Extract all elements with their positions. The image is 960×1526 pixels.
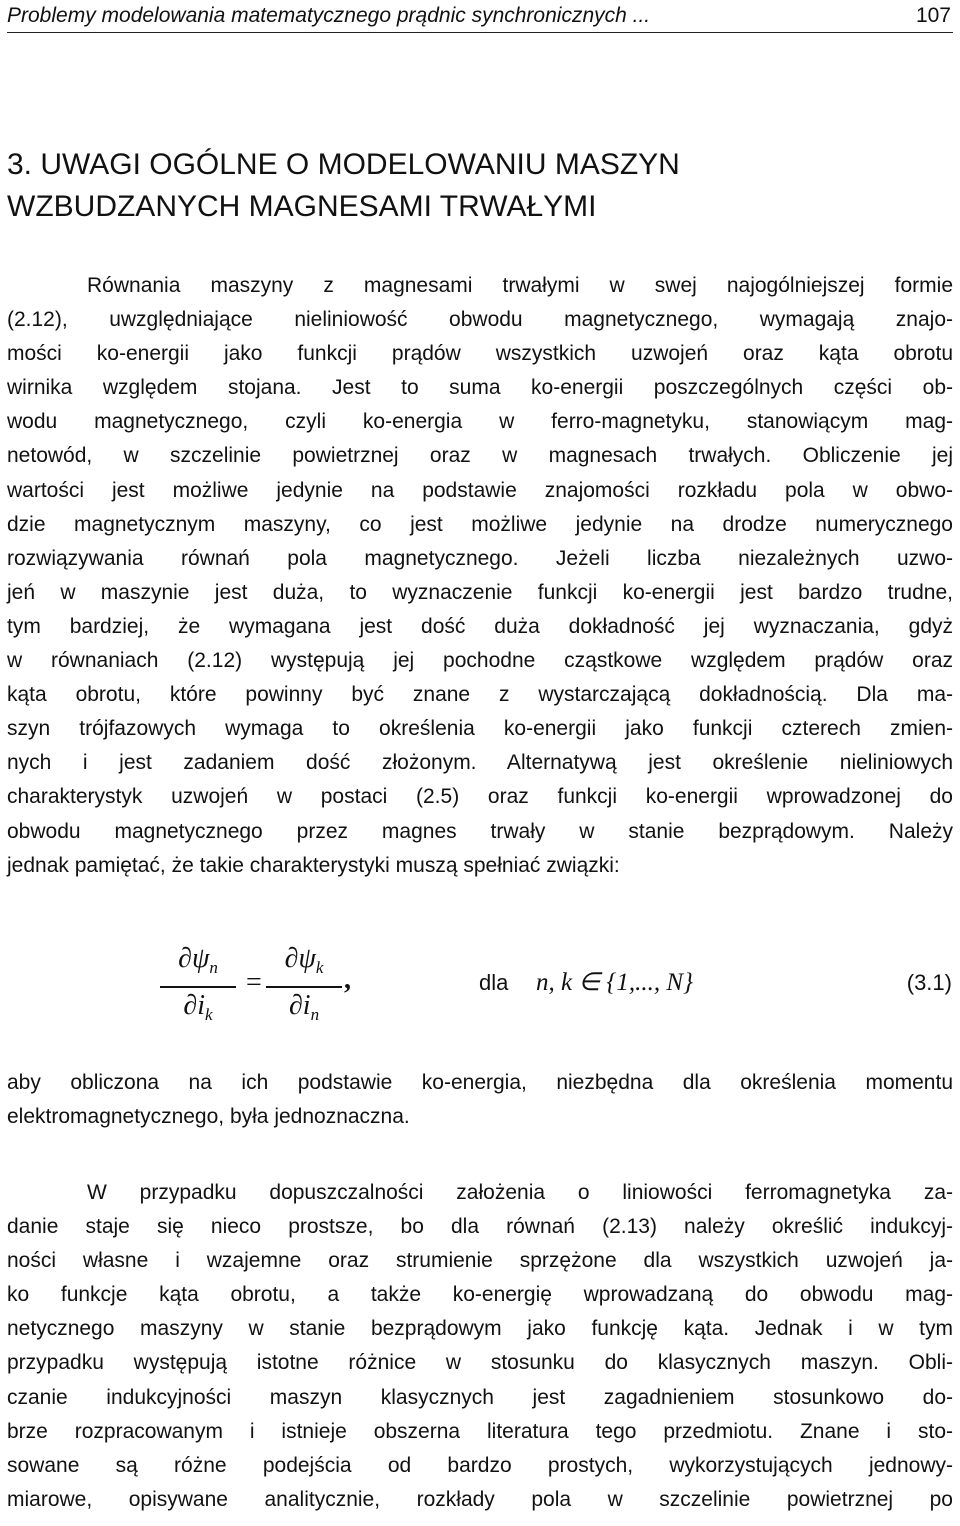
text-line: Równania maszyny z magnesami trwałymi w swej najogólniejszej formie (87, 274, 953, 297)
text-line: brze rozpracowanym i istnieje obszerna literatura tego przedmiotu. Znane i sto- (7, 1419, 953, 1443)
numerator: ∂ψ (284, 943, 316, 974)
text-line: w równaniach (2.12) występują jej pochodne cząstkowe względem prądów oraz (7, 649, 953, 673)
heading-line: WZBUDZANYCH MAGNESAMI TRWAŁYMI (7, 190, 597, 223)
text-line: nych i jest zadaniem dość złożonym. Alternatywą jest określenie nieliniowych (7, 751, 953, 775)
comma: , (344, 964, 351, 995)
text-line: wirnika względem stojana. Jest to suma ko-energii poszczególnych części ob- (7, 376, 953, 400)
text-line: wartości jest możliwe jedynie na podstawie znajomości rozkładu pola w obwo- (7, 478, 953, 502)
fraction-left (160, 942, 236, 1032)
condition-word: dla (479, 970, 509, 995)
text-line: jeń w maszynie jest duża, to wyznaczenie funkcji ko-energii jest bardzo trudne, (7, 580, 953, 604)
text-line: przypadku występują istotne różnice w stosunku do klasycznych maszyn. Obli- (7, 1351, 953, 1375)
fraction-bar (160, 986, 236, 988)
running-title: Problemy modelowania matematycznego prądnic synchronicznych ... (7, 4, 651, 27)
text-line: miarowe, opisywane analitycznie, rozkłady pola w szczelinie powietrznej po (7, 1487, 953, 1511)
fraction-right (266, 942, 342, 1032)
fraction-bar (266, 986, 342, 988)
section-heading (7, 144, 680, 228)
subscript: n (209, 958, 218, 977)
paragraph-2 (7, 1066, 953, 1134)
denominator: ∂i (183, 989, 206, 1021)
numerator: ∂ψ (178, 943, 210, 974)
text-line: wodu magnetycznego, czyli ko-energia w ferro-magnetyku, stanowiącym mag- (7, 410, 953, 434)
equals-sign: = (246, 967, 262, 998)
subscript: k (205, 1004, 213, 1024)
text-line: netycznego maszyny w stanie bezprądowym jako funkcję kąta. Jednak i w tym (7, 1317, 953, 1341)
denominator: ∂i (288, 989, 311, 1021)
text-line: czanie indukcyjności maszyn klasycznych jest zagadnieniem stosunkowo do- (7, 1385, 953, 1409)
text-line: szyn trójfazowych wymaga to określenia ko-energii jako funkcji czterech zmien- (7, 717, 953, 741)
text-line: (2.12), uwzględniające nieliniowość obwodu magnetycznego, wymagają znajo- (7, 308, 953, 332)
text-line: ności własne i wzajemne oraz strumienie sprzężone dla wszystkich uzwojeń ja- (7, 1249, 953, 1273)
text-line: charakterystyk uzwojeń w postaci (2.5) oraz funkcji ko-energii wprowadzonej do (7, 785, 953, 809)
text-line: aby obliczona na ich podstawie ko-energia, niezbędna dla określenia momentu (7, 1071, 953, 1094)
text-line: dzie magnetycznym maszyny, co jest możliwe jedynie na drodze numerycznego (7, 512, 953, 536)
paragraph-1 (7, 269, 953, 883)
text-line: mości ko-energii jako funkcji prądów wszystkich uzwojeń oraz kąta obrotu (7, 342, 953, 366)
equation-number: (3.1) (906, 970, 952, 995)
text-line: ko funkcje kąta obrotu, a także ko-energię wprowadzaną do obwodu mag- (7, 1283, 953, 1307)
text-line: obwodu magnetycznego przez magnes trwały w stanie bezprądowym. Należy (7, 819, 953, 843)
text-line: kąta obrotu, które powinny być znane z wystarczającą dokładnością. Dla ma- (7, 683, 953, 707)
text-line: sowane są różne podejścia od bardzo prostych, wykorzystujących jednowy- (7, 1453, 953, 1477)
subscript: n (310, 1004, 320, 1024)
paragraph-3 (7, 1176, 953, 1517)
text-line: W przypadku dopuszczalności założenia o liniowości ferromagnetyka za- (87, 1181, 953, 1204)
equation-3-1 (0, 940, 960, 1040)
page-number: 107 (915, 4, 951, 27)
text-line: jednak pamiętać, że takie charakterystyki muszą spełniać związki: (7, 853, 620, 877)
text-line: rozwiązywania równań pola magnetycznego. Jeżeli liczba niezależnych uzwo- (7, 546, 953, 570)
heading-line: 3. UWAGI OGÓLNE O MODELOWANIU MASZYN (7, 148, 680, 181)
running-header (7, 2, 953, 33)
text-line: netowód, w szczelinie powietrznej oraz w magnesach trwałych. Obliczenie jej (7, 444, 953, 468)
condition-set: n, k ∈ {1,..., N} (536, 969, 694, 996)
text-line: danie staje się nieco prostsze, bo dla równań (2.13) należy określić indukcyj- (7, 1215, 953, 1239)
subscript: k (315, 958, 324, 977)
text-line: elektromagnetycznego, była jednoznaczna. (7, 1105, 410, 1129)
text-line: tym bardziej, że wymagana jest dość duża dokładność jej wyznaczania, gdyż (7, 614, 953, 638)
